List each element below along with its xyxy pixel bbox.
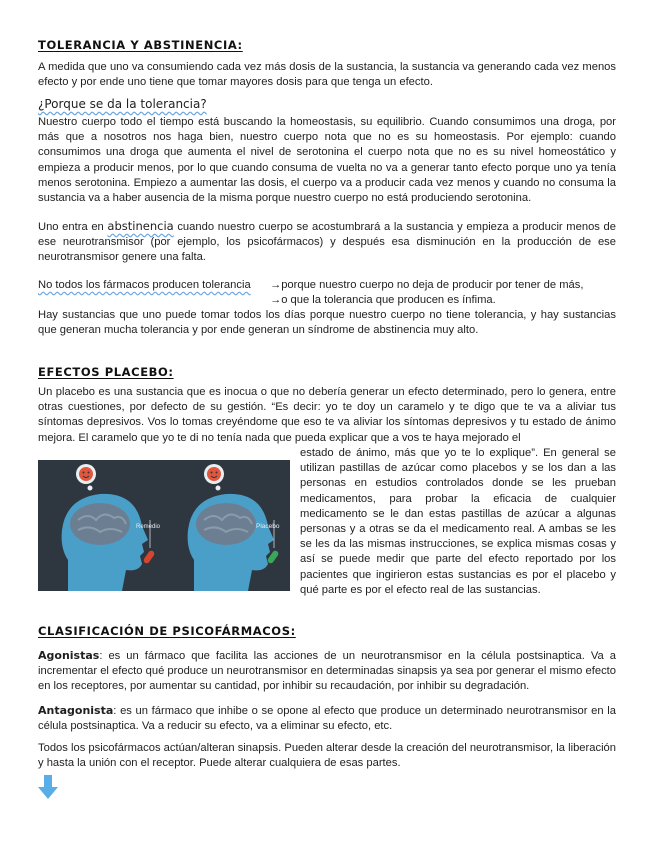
heading-tolerancia: TOLERANCIA Y ABSTINENCIA:: [38, 38, 243, 52]
arrow-down-icon: [38, 775, 58, 799]
tolerancia-intro: A medida que uno va consumiendo cada vez más dosis de la sustancia, la sustancia va generando cada vez menos efecto y por ende uno tiene que tomar mayores dosis para que tenga un efecto.: [38, 61, 616, 89]
antagonista-definition: : es un fármaco que inhibe o se opone al efecto que produce un determinado neurotransmisor en la célula postsinaptica. Va a reducir su efecto, va a eliminar su efecto, etc.: [38, 705, 616, 733]
antagonista-term: Antagonista: [38, 704, 114, 717]
todos-paragraph: Todos los psicofármacos actúan/alteran sinapsis. Pueden alterar desde la creación del neurotransmisor, la liberación y hasta la unión con el receptor. Puede alterar cualquiera de esas partes.: [38, 742, 616, 770]
abstinencia-pre: Uno entra en: [38, 221, 108, 233]
not-all-drugs: No todos los fármacos producen tolerancia: [38, 279, 251, 291]
tolerancia-question: ¿Porque se da la tolerancia?: [38, 97, 207, 111]
agonistas-term: Agonistas: [38, 649, 100, 662]
reason-2: →o que la tolerancia que producen es ínfima.: [270, 294, 496, 306]
heading-clasificacion: CLASIFICACIÓN DE PSICOFÁRMACOS:: [38, 624, 296, 638]
tolerancia-closing: Hay sustancias que uno puede tomar todos los días porque nuestro cuerpo no tiene tolerancia, y hay sustancias que generan mucha tolerancia y por ende generan un síndrome de abstinencia muy alto.: [38, 309, 616, 337]
heading-placebo: EFECTOS PLACEBO:: [38, 365, 174, 379]
antagonista-paragraph: [38, 703, 616, 734]
reason-1: →porque nuestro cuerpo no deja de producir por tener de más,: [270, 279, 584, 291]
agonistas-definition: : es un fármaco que facilita las acciones de un neurotransmisor en la célula postsinaptica. Va a incrementar el efecto qué produce un neurotransmisor en determinadas sinapsis ya sea por generar el mismo efecto en los receptores, por aumentar su cantidad, por inhibir su recaudación, por inhibir su degradación.: [38, 650, 616, 693]
label-placebo: Placebo: [256, 523, 280, 530]
abstinencia-word: abstinencia: [107, 219, 174, 233]
placebo-illustration: [38, 460, 290, 591]
abstinencia-paragraph: [38, 219, 616, 266]
placebo-paragraph-wrap: estado de ánimo, más que yo te lo explique”. En general se utilizan pastillas de azúcar como placebos y se los dan a las personas en estudios controlados donde se les prueban medicamentos, para probar la eficacia de cualquier medicamento se le dan estas pastillas de azúcar a algunas personas y a otras se da el medicamento real. A ambas se les se les da las mismas instrucciones, se explica mismas cosas y así se puede medir que parte del efecto reportado por los pacientes que ingirieron estas sustancias es por el placebo y qué parte es por el efecto real de las sustancias.: [300, 447, 616, 596]
tolerancia-explanation: Nuestro cuerpo todo el tiempo está buscando la homeostasis, su equilibrio. Cuando consumimos una droga, por más que a nosotros nos haga bien, nuestro cuerpo nota que no es su homeostasis. Por ejemplo: cuando consumimos una droga que aumenta el nivel de serotonina el cuerpo nota que no es su nivel homeostático y empieza a producir menos, por lo que cuando consuma de vuelta no va a generar tanto efecto porque uno ya tenía menos serotonina. Empiezo a aumentar las dosis, el cuerpo va a producir cada vez menos y cuando no consuma la sustancia va a haber ausencia de la misma porque nuestro cuerpo no está produciendo serotonina.: [38, 116, 616, 205]
placebo-paragraph-top: Un placebo es una sustancia que es inocua o que no debería generar un efecto determinado, pero lo genera, entre otras cuestiones, por defecto de su gestión. “Es decir: yo te doy un caramelo y te digo que te va a aliviar tus síntomas depresivos. Vos lo tomas creyéndome que eso te va aliviar los síntomas depresivos y tu estado de ánimo mejora. El caramelo que yo te di no tenía nada que pueda explicar que a vos te haya mejorado el: [38, 386, 616, 444]
abstinencia-post: cuando nuestro cuerpo se acostumbrará a la sustancia y empieza a producir menos de ese neurotransmisor (por ejemplo, los psicofármacos) y después esa disminución en la producción de ese neurotransmisor genere una falta.: [38, 221, 616, 264]
placebo-illustration-svg: [38, 460, 290, 591]
agonistas-paragraph: [38, 648, 616, 695]
label-remedio: Remedio: [136, 524, 161, 530]
